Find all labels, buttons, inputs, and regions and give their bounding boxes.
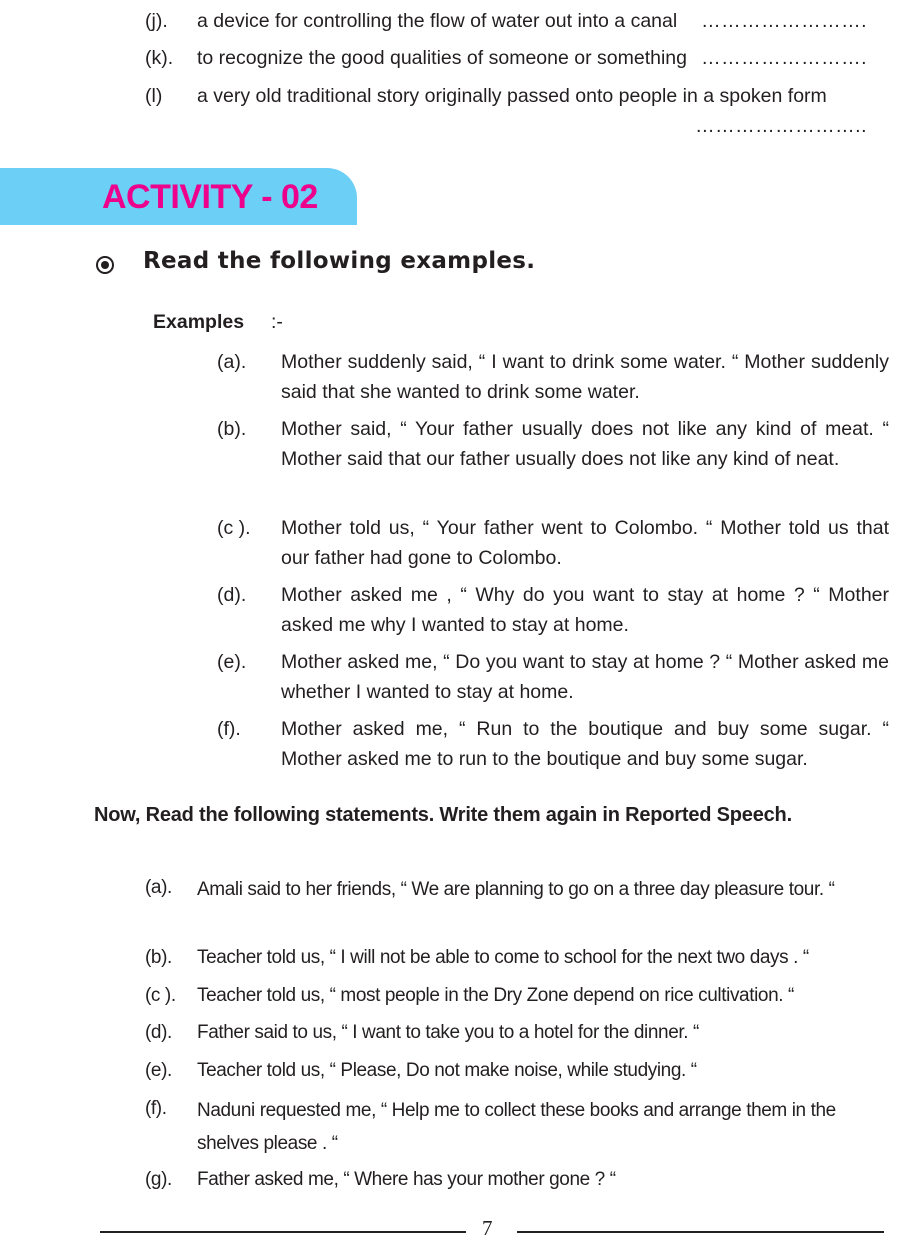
item-label: (f). bbox=[217, 718, 241, 740]
examples-separator: :- bbox=[271, 311, 283, 333]
item-label: (c ). bbox=[217, 517, 251, 539]
item-text: a very old traditional story originally passed onto people in a spoken form bbox=[197, 85, 827, 107]
item-text: Teacher told us, “ I will not be able to come to school for the next two days . “ bbox=[197, 947, 809, 968]
item-label: (a). bbox=[145, 877, 172, 898]
instruction-heading: Read the following examples. bbox=[143, 248, 536, 274]
footer-rule-left bbox=[100, 1231, 466, 1233]
item-label: (f). bbox=[145, 1098, 167, 1119]
item-text: Teacher told us, “ Please, Do not make noise, while studying. “ bbox=[197, 1060, 697, 1081]
item-text: Mother asked me, “ Run to the boutique and buy some sugar. “ Mother asked me to run to the boutique and buy some sugar. bbox=[281, 718, 889, 770]
example-item bbox=[217, 580, 889, 642]
item-text: a device for controlling the flow of water out into a canal bbox=[197, 10, 678, 32]
example-item bbox=[217, 714, 889, 776]
example-item bbox=[217, 647, 889, 709]
exercise-item bbox=[145, 873, 889, 935]
example-item bbox=[217, 347, 889, 409]
radio-bullet-icon bbox=[96, 256, 114, 274]
item-text: Mother asked me , “ Why do you want to stay at home ? “ Mother asked me why I wanted to stay at home. bbox=[281, 584, 889, 636]
item-label: (j). bbox=[145, 10, 168, 32]
item-text: to recognize the good qualities of someone or something bbox=[197, 47, 687, 69]
item-text: Naduni requested me, “ Help me to collect these books and arrange them in the shelves please . “ bbox=[197, 1100, 836, 1154]
answer-blank[interactable]: ……………………. bbox=[701, 10, 867, 32]
item-label: (e). bbox=[145, 1060, 172, 1081]
item-label: (k). bbox=[145, 47, 174, 69]
item-label: (b). bbox=[145, 947, 172, 968]
item-label: (d). bbox=[145, 1022, 172, 1043]
item-label: (g). bbox=[145, 1169, 172, 1190]
item-text: Father asked me, “ Where has your mother gone ? “ bbox=[197, 1169, 616, 1190]
activity-banner bbox=[0, 168, 357, 225]
exercise-item bbox=[145, 1165, 889, 1195]
item-label: (l) bbox=[145, 85, 163, 107]
item-text: Amali said to her friends, “ We are planning to go on a three day pleasure tour. “ bbox=[197, 879, 835, 900]
item-text: Teacher told us, “ most people in the Dry Zone depend on rice cultivation. “ bbox=[197, 985, 794, 1006]
exercise-heading: Now, Read the following statements. Write them again in Reported Speech. bbox=[94, 804, 792, 826]
item-text: Father said to us, “ I want to take you to a hotel for the dinner. “ bbox=[197, 1022, 699, 1043]
answer-blank[interactable]: ……………………. bbox=[701, 47, 867, 69]
exercise-item bbox=[145, 1056, 889, 1086]
example-item bbox=[217, 414, 889, 506]
examples-label: Examples bbox=[153, 311, 245, 333]
exercise-item bbox=[145, 1094, 889, 1156]
item-text: Mother said, “ Your father usually does not like any kind of meat. “ Mother said that our father usually does not like any kind of neat. bbox=[281, 418, 889, 470]
activity-title: ACTIVITY - 02 bbox=[102, 178, 318, 216]
exercise-item bbox=[145, 1018, 889, 1048]
item-label: (e). bbox=[217, 651, 247, 673]
exercise-item bbox=[145, 943, 889, 973]
item-label: (b). bbox=[217, 418, 247, 440]
item-label: (d). bbox=[217, 584, 247, 606]
footer-rule-right bbox=[517, 1231, 884, 1233]
example-item bbox=[217, 513, 889, 575]
item-label: (c ). bbox=[145, 985, 176, 1006]
vocab-item-l bbox=[145, 81, 867, 141]
page-number: 7 bbox=[482, 1216, 493, 1240]
exercise-item bbox=[145, 981, 889, 1011]
answer-blank[interactable]: …………………….. bbox=[695, 115, 867, 137]
item-text: Mother told us, “ Your father went to Colombo. “ Mother told us that our father had gone to Colombo. bbox=[281, 517, 889, 569]
item-text: Mother asked me, “ Do you want to stay at home ? “ Mother asked me whether I wanted to stay at home. bbox=[281, 651, 889, 703]
vocab-item-j bbox=[145, 6, 867, 36]
item-text: Mother suddenly said, “ I want to drink some water. “ Mother suddenly said that she wanted to drink some water. bbox=[281, 351, 889, 403]
vocab-item-k bbox=[145, 43, 867, 73]
item-label: (a). bbox=[217, 351, 247, 373]
